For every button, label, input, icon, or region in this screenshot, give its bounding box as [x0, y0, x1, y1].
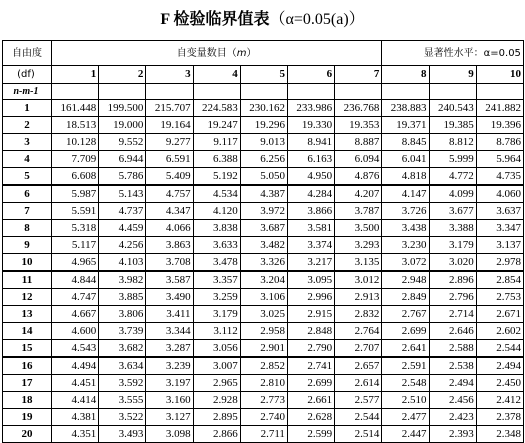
table-cell: 4.818	[382, 168, 429, 186]
table-cell: 2.848	[287, 323, 334, 340]
table-cell: 3.025	[240, 306, 287, 323]
table-row	[3, 426, 524, 443]
table-cell: 3.863	[146, 237, 193, 254]
table-cell: 3.217	[287, 254, 334, 272]
table-cell: 2.671	[476, 306, 523, 323]
table-cell: 4.414	[52, 392, 99, 409]
empty-cell	[52, 84, 99, 100]
table-row	[3, 271, 524, 289]
table-cell: 3.866	[287, 203, 334, 220]
table-cell: 2.849	[382, 289, 429, 306]
table-cell: 5.591	[52, 203, 99, 220]
table-cell: 238.883	[382, 100, 429, 117]
table-cell: 2.699	[287, 375, 334, 392]
table-cell: 4.347	[146, 203, 193, 220]
table-cell: 2.896	[429, 271, 476, 289]
table-cell: 3.112	[193, 323, 240, 340]
row-df-label: 20	[3, 426, 52, 443]
table-cell: 2.852	[240, 357, 287, 375]
table-row	[3, 254, 524, 272]
table-cell: 4.534	[193, 185, 240, 203]
table-cell: 6.608	[52, 168, 99, 186]
table-cell: 3.522	[99, 409, 146, 426]
table-row	[3, 185, 524, 203]
table-cell: 4.494	[52, 357, 99, 375]
table-cell: 4.543	[52, 340, 99, 358]
table-cell: 4.965	[52, 254, 99, 272]
table-cell: 2.796	[429, 289, 476, 306]
table-cell: 2.412	[476, 392, 523, 409]
row-df-label: 10	[3, 254, 52, 272]
table-row	[3, 306, 524, 323]
table-cell: 3.098	[146, 426, 193, 443]
table-cell: 2.544	[476, 340, 523, 358]
table-cell: 3.095	[287, 271, 334, 289]
table-cell: 4.120	[193, 203, 240, 220]
table-cell: 3.012	[335, 271, 382, 289]
title-alpha: （α=0.05(a)）	[269, 11, 365, 28]
column-header-2: 2	[99, 66, 146, 84]
table-cell: 230.162	[240, 100, 287, 117]
table-cell: 3.388	[429, 220, 476, 237]
table-cell: 8.887	[335, 134, 382, 151]
row-df-label: 9	[3, 237, 52, 254]
table-cell: 3.374	[287, 237, 334, 254]
table-cell: 2.741	[287, 357, 334, 375]
df-label: (df)	[3, 66, 52, 84]
table-cell: 3.787	[335, 203, 382, 220]
table-cell: 19.164	[146, 117, 193, 134]
table-cell: 5.999	[429, 151, 476, 168]
column-header-7: 7	[335, 66, 382, 84]
table-cell: 3.739	[99, 323, 146, 340]
table-cell: 7.709	[52, 151, 99, 168]
table-cell: 5.409	[146, 168, 193, 186]
table-cell: 199.500	[99, 100, 146, 117]
empty-cell	[193, 84, 240, 100]
empty-cell	[240, 84, 287, 100]
table-cell: 2.707	[335, 340, 382, 358]
table-cell: 3.972	[240, 203, 287, 220]
table-cell: 3.482	[240, 237, 287, 254]
table-row	[3, 357, 524, 375]
table-row	[3, 168, 524, 186]
table-cell: 3.293	[335, 237, 382, 254]
table-row	[3, 100, 524, 117]
table-cell: 3.204	[240, 271, 287, 289]
table-cell: 5.050	[240, 168, 287, 186]
table-cell: 2.494	[476, 357, 523, 375]
table-cell: 2.447	[382, 426, 429, 443]
empty-cell	[335, 84, 382, 100]
significance-label: 显著性水平：α=0.05	[382, 41, 524, 66]
table-cell: 3.677	[429, 203, 476, 220]
row-df-label: 2	[3, 117, 52, 134]
table-cell: 2.393	[429, 426, 476, 443]
table-cell: 2.646	[429, 323, 476, 340]
table-cell: 3.633	[193, 237, 240, 254]
table-cell: 8.812	[429, 134, 476, 151]
table-cell: 3.326	[240, 254, 287, 272]
dof-label: 自由度	[3, 41, 52, 66]
table-cell: 4.600	[52, 323, 99, 340]
empty-cell	[476, 84, 523, 100]
table-cell: 5.117	[52, 237, 99, 254]
table-cell: 224.583	[193, 100, 240, 117]
table-cell: 233.986	[287, 100, 334, 117]
table-cell: 9.552	[99, 134, 146, 151]
table-cell: 4.256	[99, 237, 146, 254]
table-cell: 18.513	[52, 117, 99, 134]
variable-count-label: 自变量数目（m）	[52, 41, 382, 66]
table-cell: 3.179	[193, 306, 240, 323]
table-cell: 3.137	[476, 237, 523, 254]
table-cell: 4.950	[287, 168, 334, 186]
table-cell: 2.915	[287, 306, 334, 323]
row-df-label: 17	[3, 375, 52, 392]
table-cell: 2.510	[382, 392, 429, 409]
table-cell: 3.344	[146, 323, 193, 340]
table-cell: 3.072	[382, 254, 429, 272]
table-cell: 2.628	[287, 409, 334, 426]
row-df-label: 14	[3, 323, 52, 340]
empty-cell	[429, 84, 476, 100]
table-cell: 3.127	[146, 409, 193, 426]
table-cell: 19.353	[335, 117, 382, 134]
table-cell: 2.588	[429, 340, 476, 358]
table-cell: 3.885	[99, 289, 146, 306]
table-cell: 3.478	[193, 254, 240, 272]
table-cell: 2.602	[476, 323, 523, 340]
table-cell: 3.135	[335, 254, 382, 272]
table-cell: 161.448	[52, 100, 99, 117]
table-cell: 6.041	[382, 151, 429, 168]
page-title	[0, 6, 525, 29]
table-row	[3, 237, 524, 254]
table-cell: 3.287	[146, 340, 193, 358]
table-cell: 2.494	[429, 375, 476, 392]
row-df-label: 16	[3, 357, 52, 375]
table-cell: 5.964	[476, 151, 523, 168]
table-cell: 4.284	[287, 185, 334, 203]
table-cell: 9.117	[193, 134, 240, 151]
table-cell: 2.764	[335, 323, 382, 340]
table-row	[3, 289, 524, 306]
table-cell: 2.928	[193, 392, 240, 409]
table-cell: 3.555	[99, 392, 146, 409]
row-df-label: 3	[3, 134, 52, 151]
table-cell: 2.661	[287, 392, 334, 409]
table-cell: 2.854	[476, 271, 523, 289]
table-cell: 3.500	[335, 220, 382, 237]
table-cell: 2.895	[193, 409, 240, 426]
table-cell: 5.143	[99, 185, 146, 203]
table-cell: 6.256	[240, 151, 287, 168]
row-df-label: 8	[3, 220, 52, 237]
table-cell: 240.543	[429, 100, 476, 117]
table-cell: 19.330	[287, 117, 334, 134]
table-row	[3, 134, 524, 151]
row-df-label: 5	[3, 168, 52, 186]
column-header-5: 5	[240, 66, 287, 84]
table-cell: 2.538	[429, 357, 476, 375]
table-cell: 3.160	[146, 392, 193, 409]
table-cell: 3.357	[193, 271, 240, 289]
table-cell: 2.866	[193, 426, 240, 443]
table-cell: 2.348	[476, 426, 523, 443]
table-cell: 3.581	[287, 220, 334, 237]
table-cell: 5.786	[99, 168, 146, 186]
column-header-4: 4	[193, 66, 240, 84]
table-cell: 5.987	[52, 185, 99, 203]
row-df-label: 15	[3, 340, 52, 358]
table-cell: 8.786	[476, 134, 523, 151]
table-cell: 2.711	[240, 426, 287, 443]
table-cell: 2.790	[287, 340, 334, 358]
table-cell: 2.423	[429, 409, 476, 426]
row-df-label: 6	[3, 185, 52, 203]
table-cell: 4.381	[52, 409, 99, 426]
table-cell: 4.451	[52, 375, 99, 392]
table-cell: 4.844	[52, 271, 99, 289]
column-header-8: 8	[382, 66, 429, 84]
table-cell: 5.318	[52, 220, 99, 237]
row-df-label: 18	[3, 392, 52, 409]
row-df-label: 11	[3, 271, 52, 289]
table-cell: 3.687	[240, 220, 287, 237]
table-cell: 2.577	[335, 392, 382, 409]
table-cell: 3.106	[240, 289, 287, 306]
table-cell: 9.277	[146, 134, 193, 151]
nm-label: n-m-1	[3, 84, 52, 100]
empty-cell	[146, 84, 193, 100]
table-cell: 2.773	[240, 392, 287, 409]
table-cell: 2.699	[382, 323, 429, 340]
table-cell: 8.845	[382, 134, 429, 151]
table-cell: 2.978	[476, 254, 523, 272]
table-cell: 4.459	[99, 220, 146, 237]
table-cell: 4.207	[335, 185, 382, 203]
table-row	[3, 409, 524, 426]
table-row	[3, 151, 524, 168]
table-cell: 2.456	[429, 392, 476, 409]
table-cell: 2.996	[287, 289, 334, 306]
table-cell: 4.103	[99, 254, 146, 272]
table-cell: 2.810	[240, 375, 287, 392]
table-cell: 4.757	[146, 185, 193, 203]
table-cell: 2.832	[335, 306, 382, 323]
table-cell: 4.060	[476, 185, 523, 203]
empty-cell	[287, 84, 334, 100]
row-df-label: 7	[3, 203, 52, 220]
empty-cell	[99, 84, 146, 100]
table-cell: 6.163	[287, 151, 334, 168]
table-cell: 2.714	[429, 306, 476, 323]
table-cell: 3.007	[193, 357, 240, 375]
table-cell: 2.548	[382, 375, 429, 392]
row-df-label: 13	[3, 306, 52, 323]
table-cell: 3.490	[146, 289, 193, 306]
table-cell: 3.587	[146, 271, 193, 289]
row-df-label: 4	[3, 151, 52, 168]
table-cell: 3.592	[99, 375, 146, 392]
table-cell: 2.544	[335, 409, 382, 426]
table-cell: 4.066	[146, 220, 193, 237]
table-cell: 3.806	[99, 306, 146, 323]
table-cell: 10.128	[52, 134, 99, 151]
table-row	[3, 220, 524, 237]
empty-cell	[382, 84, 429, 100]
table-cell: 4.351	[52, 426, 99, 443]
table-cell: 19.296	[240, 117, 287, 134]
row-df-label: 1	[3, 100, 52, 117]
column-header-3: 3	[146, 66, 193, 84]
table-cell: 6.388	[193, 151, 240, 168]
table-cell: 3.493	[99, 426, 146, 443]
table-cell: 2.450	[476, 375, 523, 392]
table-cell: 3.982	[99, 271, 146, 289]
table-cell: 2.740	[240, 409, 287, 426]
table-cell: 4.876	[335, 168, 382, 186]
table-cell: 3.634	[99, 357, 146, 375]
table-cell: 3.020	[429, 254, 476, 272]
column-header-6: 6	[287, 66, 334, 84]
table-row	[3, 375, 524, 392]
table-cell: 6.591	[146, 151, 193, 168]
table-cell: 3.197	[146, 375, 193, 392]
table-cell: 2.591	[382, 357, 429, 375]
column-header-1: 1	[52, 66, 99, 84]
table-cell: 3.438	[382, 220, 429, 237]
table-row	[3, 392, 524, 409]
f-critical-value-table	[2, 40, 524, 443]
table-row	[3, 203, 524, 220]
table-cell: 4.667	[52, 306, 99, 323]
table-cell: 2.753	[476, 289, 523, 306]
table-row	[3, 117, 524, 134]
table-cell: 19.000	[99, 117, 146, 134]
table-cell: 2.965	[193, 375, 240, 392]
column-header-9: 9	[429, 66, 476, 84]
table-cell: 4.387	[240, 185, 287, 203]
table-cell: 215.707	[146, 100, 193, 117]
table-cell: 2.657	[335, 357, 382, 375]
table-cell: 4.147	[382, 185, 429, 203]
table-cell: 4.099	[429, 185, 476, 203]
table-cell: 3.838	[193, 220, 240, 237]
table-cell: 3.682	[99, 340, 146, 358]
table-cell: 2.901	[240, 340, 287, 358]
table-cell: 236.768	[335, 100, 382, 117]
table-cell: 2.614	[335, 375, 382, 392]
table-cell: 2.477	[382, 409, 429, 426]
table-cell: 4.737	[99, 203, 146, 220]
table-cell: 3.708	[146, 254, 193, 272]
table-cell: 3.637	[476, 203, 523, 220]
row-df-label: 12	[3, 289, 52, 306]
table-cell: 3.347	[476, 220, 523, 237]
table-cell: 6.094	[335, 151, 382, 168]
table-cell: 9.013	[240, 134, 287, 151]
table-cell: 2.958	[240, 323, 287, 340]
table-cell: 3.726	[382, 203, 429, 220]
table-cell: 8.941	[287, 134, 334, 151]
table-cell: 3.056	[193, 340, 240, 358]
table-cell: 2.948	[382, 271, 429, 289]
table-cell: 2.514	[335, 426, 382, 443]
table-cell: 4.747	[52, 289, 99, 306]
column-header-10: 10	[476, 66, 523, 84]
table-cell: 19.396	[476, 117, 523, 134]
row-df-label: 19	[3, 409, 52, 426]
table-cell: 19.371	[382, 117, 429, 134]
table-cell: 2.378	[476, 409, 523, 426]
header-row-labels	[3, 41, 524, 66]
table-cell: 2.599	[287, 426, 334, 443]
table-cell: 2.913	[335, 289, 382, 306]
table-cell: 241.882	[476, 100, 523, 117]
table-body	[3, 41, 524, 443]
title-main: F 检验临界值表	[160, 11, 270, 28]
table-cell: 6.944	[99, 151, 146, 168]
table-cell: 5.192	[193, 168, 240, 186]
table-row	[3, 323, 524, 340]
table-cell: 19.247	[193, 117, 240, 134]
table-cell: 3.179	[429, 237, 476, 254]
table-row	[3, 340, 524, 358]
table-cell: 3.259	[193, 289, 240, 306]
table-cell: 4.735	[476, 168, 523, 186]
table-cell: 19.385	[429, 117, 476, 134]
table-cell: 3.411	[146, 306, 193, 323]
header-row-columns	[3, 66, 524, 84]
table-cell: 3.230	[382, 237, 429, 254]
table-cell: 3.239	[146, 357, 193, 375]
header-row-nm	[3, 84, 524, 100]
table-cell: 2.767	[382, 306, 429, 323]
table-cell: 4.772	[429, 168, 476, 186]
table-cell: 2.641	[382, 340, 429, 358]
